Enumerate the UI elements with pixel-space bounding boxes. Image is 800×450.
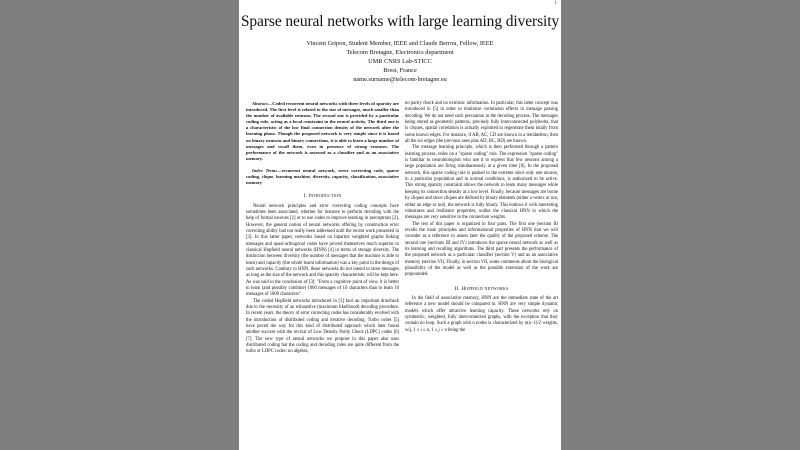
page-number: 1 xyxy=(554,1,557,6)
authors-line: Vincent Gripon, Student Member, IEEE and Claude Berrou, Fellow, IEEE xyxy=(306,40,494,47)
right-column xyxy=(405,101,558,334)
paper-title: Sparse neural networks with large learning diversity xyxy=(240,13,560,30)
paragraph: The coded Hopfield networks introduced in [3] face an important drawback due to the necessity of an exhaustive (maximum likelihood) decoding procedure. In recent years, the theory of error correcting codes has considerably evolved with the introduction of distributed coding and iterative decoding. Turbo codes [5] have paved the way for this kind of distributed approach which later found another success with the revival of Low Density Parity Check (LDPC) codes [6] [7]. The new type of neural networks we propose in this paper also uses distributed coding but the coding and decoding rules are quite different from the turbo or LDPC codes: no algebra, xyxy=(246,298,399,355)
abstract-label: Abstract xyxy=(252,101,268,106)
affiliation-line: Telecom Bretagne, Electronics department xyxy=(346,49,454,56)
abstract xyxy=(246,101,399,162)
author-block xyxy=(239,39,561,84)
paragraph: no parity check and no extrinsic information. In particular, this latter concept was introduced in [5] in order to minimize correlation effects in message passing decoding. We do not need such precaution in the decoding process. The messages being stored as geometric patterns, precisely fully interconnected polyhedra, that is cliques, spatial correlation is actually exploited to regenerate them totally from some known edges. For instance, if AB, AC, CD are known in a tetrahedron, then all the six edges (the previous ones plus AD, BC, BD) are known. xyxy=(405,101,558,145)
affiliation-line: Brest, France xyxy=(383,67,417,74)
index-terms-label: Index Terms xyxy=(252,167,278,173)
abstract-text: —Coded recurrent neural networks with three levels of sparsity are introduced. The first level is related to the size of messages, much smaller than the number of available neurons. The second one is provided by a particular coding rule, acting as a local constraint in the neural activity. The third one is a characteristic of the low final connection density of the network after the learning phase. Though the proposed network is very simple since it is based on binary neurons and binary connections, it is able to learn a large number of messages and recall them, even in presence of strong erasures. The performance of the network is assessed as a classifier and as an associative memory. xyxy=(246,101,399,161)
paper-page xyxy=(239,0,561,450)
left-column xyxy=(246,101,399,356)
author-email: name.surname@telecom-bretagne.eu xyxy=(353,76,447,83)
index-terms xyxy=(246,168,399,186)
paragraph: In the field of associative memory, HNN are the immediate state of the art reference a new model should be compared to. HNN are very simple dynamic models which offer attractive learning capacity. These networks rely on symmetric, weighted, fully interconnected graphs, with the exception that they contain no loop. Such a graph with n nodes is characterized by n(n−1)/2 weights, wij, 1 ≤ i ≤ n, 1 ≤ j ≤ n being the xyxy=(405,295,558,333)
paragraph: The rest of this paper is organized in four parts. The first one (section II) recalls the main principles and informational properties of HNN that we will consider as a reference to assess later the quality of the proposed scheme. The second one (sections III and IV) introduces the sparse neural network as well as its learning and recalling algorithms. The third part presents the performance of the proposed network as a particular classifier (section V) and as an associative memory (section VI). Finally, in section VII, some comments about the biological plausibility of the model as well as the possible extension of the work are propounded. xyxy=(405,221,558,278)
affiliation-line: UMR CNRS Lab-STICC xyxy=(368,58,432,65)
paragraph: Neural network principles and error correcting coding concepts have sometimes been associated, whether for instance to perform decoding with the help of formal neurons [1] or to use codes to improve learning in perceptrons [2]. However, the general notion of neural networks offering by construction error correcting ability had not really been addressed until the recent work presented in [3]. In this latter paper, networks based on bipartite weighted graphs linking messages and quasi-orthogonal codes have proved themselves much superior to classical Hopfield neural networks (HNN) [4] in terms of storage diversity. The distinction between diversity (the number of messages that the machine is able to learn) and capacity (the whole learnt information) was a key point in the design of such networks. Contrary to HNN, these networks do not intend to store messages as long as the size of the network and this sparsity characteristic will be kept here. As was said in the conclusion of [3]: "From a cognitive point of view, it is better to learn (and possibly combine) 1000 messages of 10 characters than to learn 10 messages of 1000 characters". xyxy=(246,203,399,298)
paragraph: The message learning principle, which is then performed through a pattern learning process, relies on a "sparse coding" rule. The expression "sparse coding" is familiar to neurobiologists who use it to express that few neurons among a large population are firing simultaneously at a given time [8]. In the proposed network, this sparse coding rule is pushed to the extreme since only one neuron, in a particular population and in normal conditions, is authorized to be active. This strong sparsity constraint allows the network to learn many messages while keeping its connection density at a low level. Finally, because messages are borne by cliques and since cliques are defined by binary elements (either a vertex or not, either an edge or not), the network is fully binary. This endows it with interesting robustness and resilience properties, unlike the classical HNN in which the messages are very sensitive to the connection weights. xyxy=(405,145,558,221)
section-heading-introduction: I. Introduction xyxy=(303,193,342,200)
section-heading-hopfield: II. Hopfield networks xyxy=(454,285,509,292)
index-terms-text: —recurrent neural network, error correcting code, sparse coding, clique, learning machine, diversity, capacity, classification, associative memory xyxy=(246,167,399,186)
